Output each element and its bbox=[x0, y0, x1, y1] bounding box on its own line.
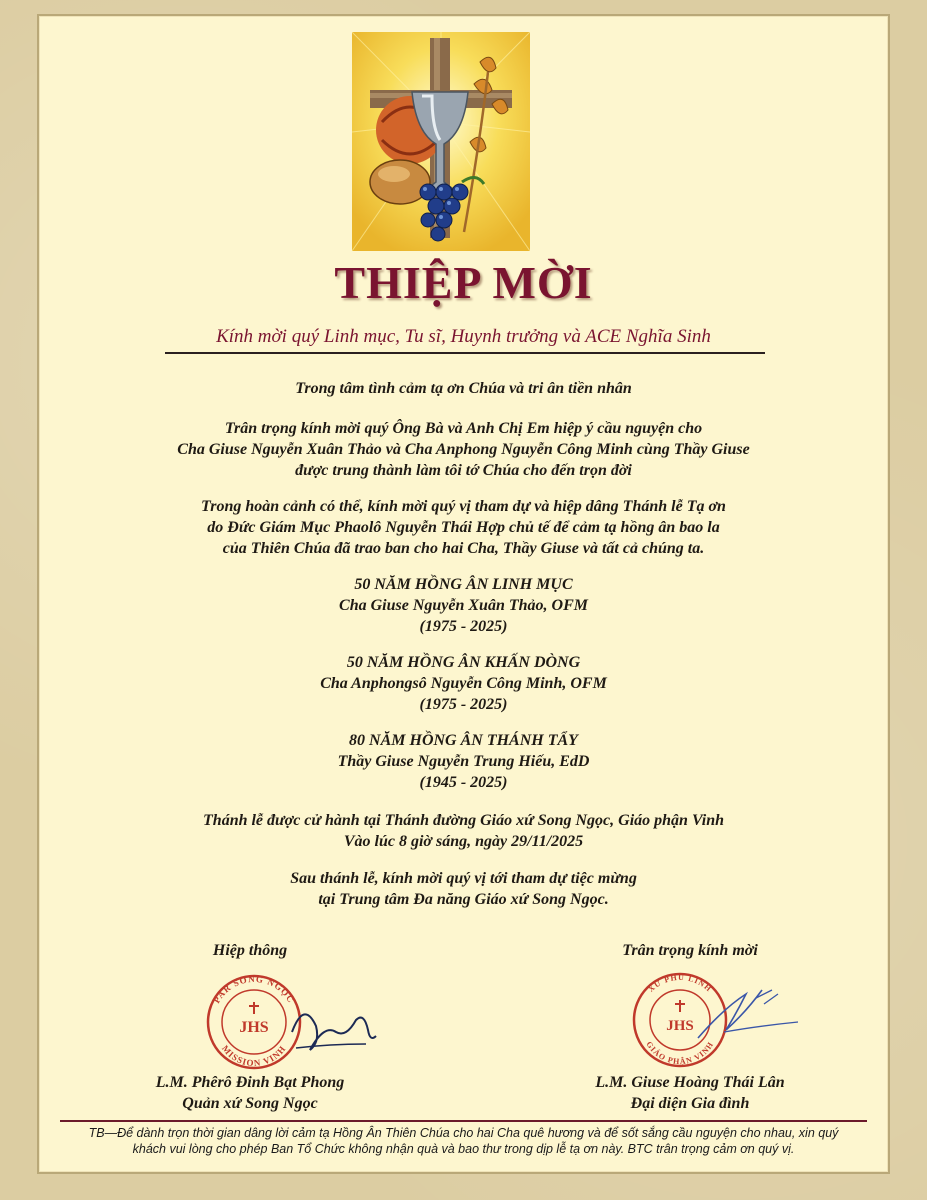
reception-paragraph bbox=[60, 868, 867, 910]
left-signer-role: Quản xứ Song Ngọc bbox=[182, 1095, 318, 1112]
footnote bbox=[55, 1125, 872, 1157]
invite-line: Trong hoàn cảnh có thể, kính mời quý vị tham dự và hiệp dâng Thánh lễ Tạ ơn bbox=[201, 498, 726, 515]
intro-text: Trong tâm tình cảm tạ ơn Chúa và tri ân tiền nhân bbox=[295, 380, 632, 397]
invitation-subtitle: Kính mời quý Linh mục, Tu sĩ, Huynh trưởng và ACE Nghĩa Sinh bbox=[216, 326, 711, 347]
left-stamp-center-text: JHS bbox=[239, 1019, 269, 1036]
left-stamp-top-text: PAR SONG NGỌC bbox=[211, 973, 297, 1005]
left-signer-name: L.M. Phêrô Đinh Bạt Phong bbox=[155, 1074, 345, 1091]
right-stamp-top-text: XỨ PHÚ LINH bbox=[646, 972, 714, 994]
prayer-line: được trung thành làm tôi tớ Chúa cho đến trọn đời bbox=[295, 462, 632, 479]
venue-line: Thánh lễ được cử hành tại Thánh đường Giáo xứ Song Ngọc, Giáo phận Vinh bbox=[203, 812, 724, 829]
left-seal-stamp-image bbox=[200, 972, 380, 1072]
jubilee-heading: 50 NĂM HỒNG ÂN LINH MỤC bbox=[354, 576, 573, 593]
left-signature-title: Hiệp thông bbox=[212, 942, 288, 959]
right-stamp-center-text: JHS bbox=[666, 1018, 694, 1034]
right-signature-title: Trân trọng kính mời bbox=[622, 942, 758, 959]
jubilee-years: (1975 - 2025) bbox=[419, 618, 508, 635]
reception-line: tại Trung tâm Đa năng Giáo xứ Song Ngọc. bbox=[318, 891, 609, 908]
invite-paragraph bbox=[60, 496, 867, 559]
invite-line: do Đức Giám Mục Phaolô Nguyễn Thái Hợp chủ tế để cảm tạ hồng ân bao la bbox=[207, 519, 720, 536]
jubilee-heading: 80 NĂM HỒNG ÂN THÁNH TẨY bbox=[349, 732, 578, 749]
svg-text:MISSION VINH bbox=[220, 1043, 288, 1068]
right-signer-name: L.M. Giuse Hoàng Thái Lân bbox=[595, 1074, 785, 1091]
jubilee-name: Cha Anphongsô Nguyễn Công Minh, OFM bbox=[320, 675, 607, 692]
jubilee-name: Thầy Giuse Nguyễn Trung Hiếu, EdD bbox=[337, 753, 590, 770]
jubilee-baptism bbox=[60, 730, 867, 793]
right-stamp-bottom-text: GIÁO PHẬN VINH bbox=[644, 1039, 716, 1067]
jubilee-priesthood bbox=[60, 574, 867, 637]
footer-divider bbox=[60, 1120, 867, 1122]
prayer-line: Cha Giuse Nguyễn Xuân Thảo và Cha Anphong Nguyễn Công Minh cùng Thầy Giuse bbox=[177, 441, 750, 458]
eucharist-emblem-image bbox=[352, 32, 530, 251]
jubilee-heading: 50 NĂM HỒNG ÂN KHẤN DÒNG bbox=[346, 654, 581, 671]
jubilee-years: (1945 - 2025) bbox=[419, 774, 508, 791]
invitation-title: THIỆP MỜI bbox=[334, 257, 593, 308]
left-stamp-bottom-text: MISSION VINH bbox=[220, 1043, 288, 1069]
invite-line: của Thiên Chúa đã trao ban cho hai Cha, Thầy Giuse và tất cả chúng ta. bbox=[222, 540, 705, 557]
jubilee-years: (1975 - 2025) bbox=[419, 696, 508, 713]
venue-paragraph bbox=[60, 810, 867, 852]
svg-text:GIÁO PHẬN VINH bbox=[644, 1040, 715, 1066]
prayer-line: Trân trọng kính mời quý Ông Bà và Anh Chị Em hiệp ý cầu nguyện cho bbox=[224, 420, 703, 437]
footnote-line: khách vui lòng cho phép Ban Tổ Chức không nhận quà và bao thư trong dịp lễ tạ ơn này. BTC trân trọng cảm ơn quý vị. bbox=[132, 1142, 795, 1156]
right-seal-stamp-image bbox=[628, 968, 808, 1072]
subtitle-divider bbox=[165, 352, 765, 354]
footnote-line: TB—Để dành trọn thời gian dâng lời cảm tạ Hồng Ân Thiên Chúa cho hai Cha quê hương và để sốt sắng cầu nguyện cho nhau, xin quý bbox=[88, 1126, 839, 1140]
prayer-paragraph bbox=[60, 418, 867, 481]
jubilee-vows bbox=[60, 652, 867, 715]
right-signer-role: Đại diện Gia đình bbox=[630, 1095, 750, 1112]
jubilee-name: Cha Giuse Nguyễn Xuân Thảo, OFM bbox=[339, 597, 588, 614]
venue-line: Vào lúc 8 giờ sáng, ngày 29/11/2025 bbox=[343, 833, 584, 850]
reception-line: Sau thánh lễ, kính mời quý vị tới tham dự tiệc mừng bbox=[290, 870, 637, 887]
